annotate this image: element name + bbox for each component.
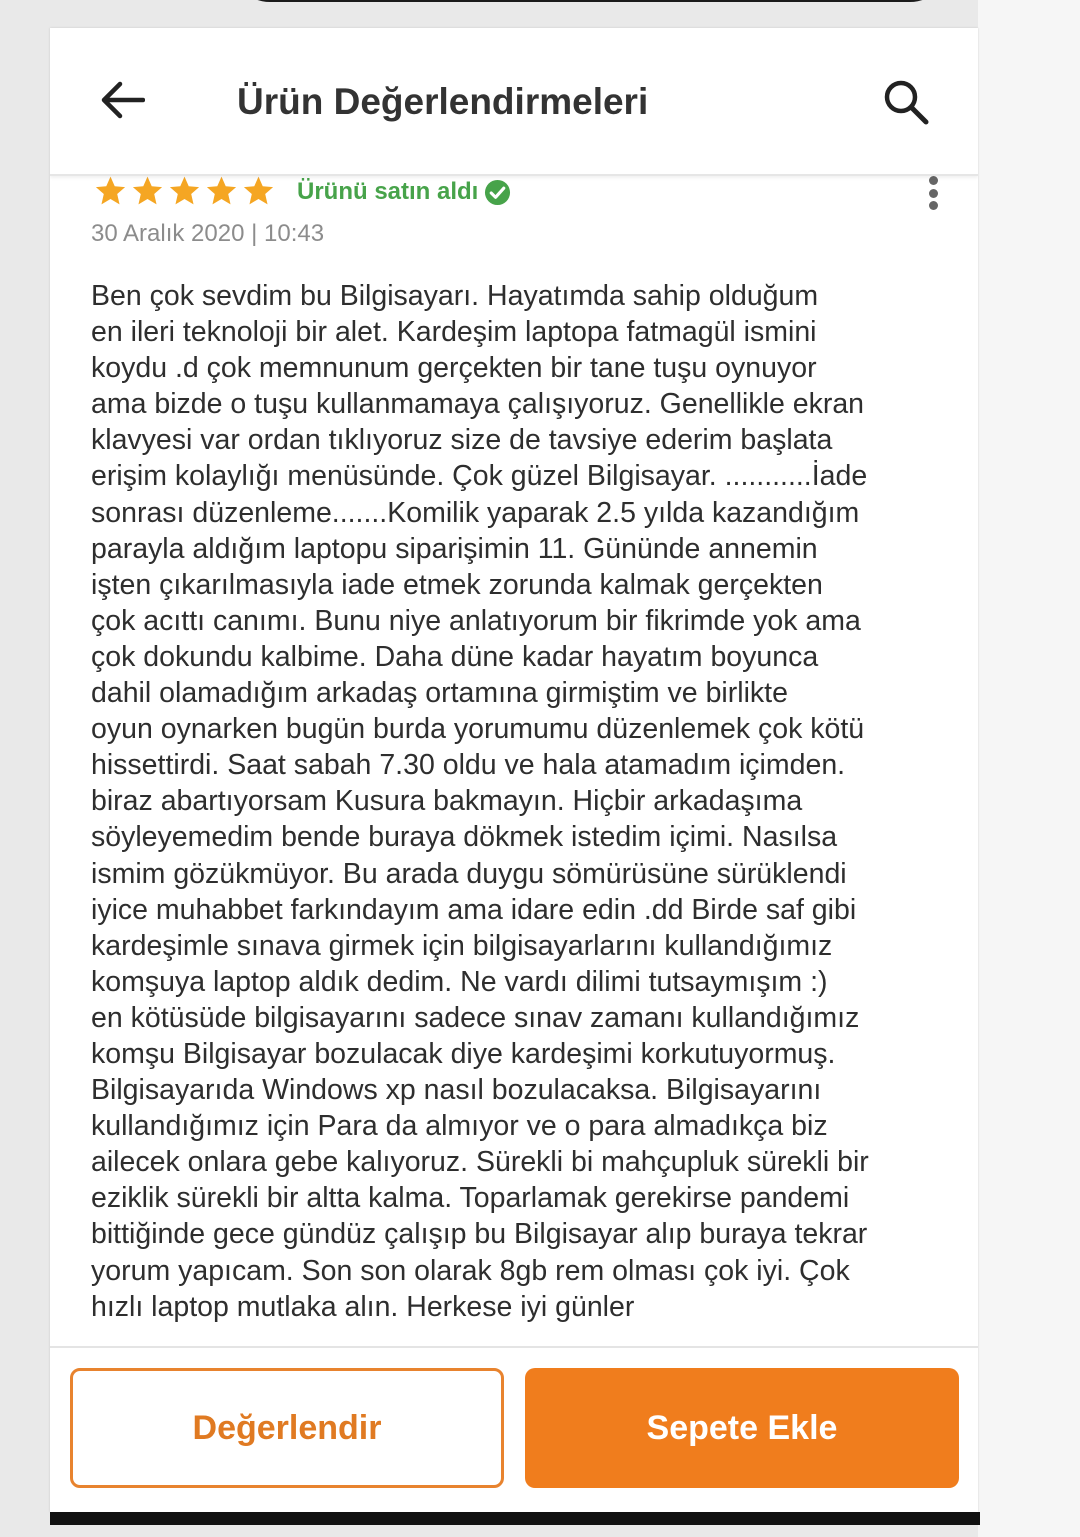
more-vertical-icon (929, 189, 938, 198)
app-screen (50, 28, 978, 1512)
review-text-line: en ileri teknoloji bir alet. Kardeşim laptopa fatmagül ismini (91, 316, 817, 349)
review-text-line: işten çıkarılmasıyla iade etmek zorunda kalmak gerçekten (91, 568, 823, 601)
review-text-line: erişim kolaylığı menüsünde. Çok güzel Bilgisayar. ...........İade (91, 460, 868, 493)
bottom-divider (50, 1346, 978, 1348)
more-vertical-icon (929, 176, 938, 185)
app-header (50, 28, 978, 176)
add-to-cart-button[interactable]: Sepete Ekle (525, 1368, 959, 1488)
review-text-line: oyun oynarken bugün burda yorumumu düzenlemek çok kötü (91, 713, 865, 746)
review-text-line: ama bizde o tuşu kullanmamaya çalışıyoruz. Genellikle ekran (91, 388, 865, 421)
review-text-line: kardeşimle sınava girmek için bilgisayarlarını kullandığımız (91, 929, 833, 962)
star-icon (130, 174, 165, 209)
review-text-line: bittiğinde gece gündüz çalışıp bu Bilgisayar alıp buraya tekrar (91, 1218, 868, 1251)
device-top-bezel (230, 0, 950, 2)
back-arrow-icon (99, 80, 145, 120)
more-vertical-icon (929, 201, 938, 210)
rate-button[interactable]: Değerlendir (70, 1368, 504, 1488)
star-icon (93, 174, 128, 209)
review-date: 30 Aralık 2020 | 10:43 (91, 220, 325, 247)
review-text-line: komşu Bilgisayar bozulacak diye kardeşimi korkutuyormuş. (91, 1037, 836, 1070)
review-text-line: Bilgisayarıda Windows xp nasıl bozulacaksa. Bilgisayarını (91, 1074, 822, 1107)
review-text-line: hızlı laptop mutlaka alın. Herkese iyi günler (91, 1290, 635, 1323)
device-bottom-bar (50, 1512, 980, 1525)
review-text-line: koydu .d çok memnunum gerçekten bir tane tuşu oynuyor (91, 352, 817, 385)
review-text-line: dahil olamadığım arkadaş ortamına girmiştim ve birlikte (91, 677, 788, 710)
review-text-line: iyice muhabbet farkındayım ama idare edin .dd Birde saf gibi (91, 893, 857, 926)
review-text-line: hissettirdi. Saat sabah 7.30 oldu ve hala atamadım içimden. (91, 749, 846, 782)
review-text-line: Ben çok sevdim bu Bilgisayarı. Hayatımda sahip olduğum (91, 280, 819, 312)
review-text (91, 278, 951, 1325)
star-rating (93, 174, 276, 208)
review-text-line: en kötüsüde bilgisayarını sadece sınav zamanı kullandığımız (91, 1001, 860, 1034)
review-text-line: biraz abartıyorsam Kusura bakmayın. Hiçbir arkadaşıma (91, 785, 803, 818)
verified-purchase-badge (297, 176, 511, 208)
review-text-line: eziklik sürekli bir altta kalma. Toparlamak gerekirse pandemi (91, 1182, 850, 1215)
review-text-line: ailecek onlara gebe kalıyoruz. Sürekli bi mahçupluk sürekli bir (91, 1146, 869, 1179)
back-button[interactable] (96, 74, 148, 126)
review-text-line: söyleyemedim bende buraya dökmek istedim içimi. Nasılsa (91, 821, 838, 854)
review-text-line: çok acıttı canımı. Bunu niye anlatıyorum bir fikrimde yok ama (91, 604, 861, 637)
review-text-line: komşuya laptop aldık dedim. Ne vardı dilimi tutsaymışım :) (91, 965, 828, 998)
review-text-line: kullandığımız için Para da almıyor ve o para almadıkça biz (91, 1110, 828, 1143)
search-icon (882, 78, 930, 126)
review-text-line: parayla aldığım laptopu siparişimin 11. Gününde annemin (91, 532, 818, 565)
review-text-line: ismim gözükmüyor. Bu arada duygu sömürüsüne sürüklendi (91, 857, 847, 890)
review-text-line: sonrası düzenleme.......Komilik yaparak 2.5 yılda kazandığım (91, 496, 860, 529)
page-title: Ürün Değerlendirmeleri (237, 81, 649, 122)
star-icon (241, 174, 276, 209)
review-more-options-button[interactable] (920, 176, 946, 210)
screenshot-gutter (978, 0, 1080, 1537)
review-text-line: klavyesi var ordan tıklıyoruz size de tavsiye ederim başlata (91, 424, 833, 457)
review-text-line: yorum yapıcam. Son son olarak 8gb rem olması çok iyi. Çok (91, 1254, 850, 1287)
review-text-line: çok dokundu kalbime. Daha düne kadar hayatım boyunca (91, 640, 819, 673)
search-button[interactable] (880, 76, 932, 128)
check-circle-icon (484, 179, 511, 206)
star-icon (204, 174, 239, 209)
verified-purchase-label: Ürünü satın aldı (297, 178, 479, 205)
star-icon (167, 174, 202, 209)
